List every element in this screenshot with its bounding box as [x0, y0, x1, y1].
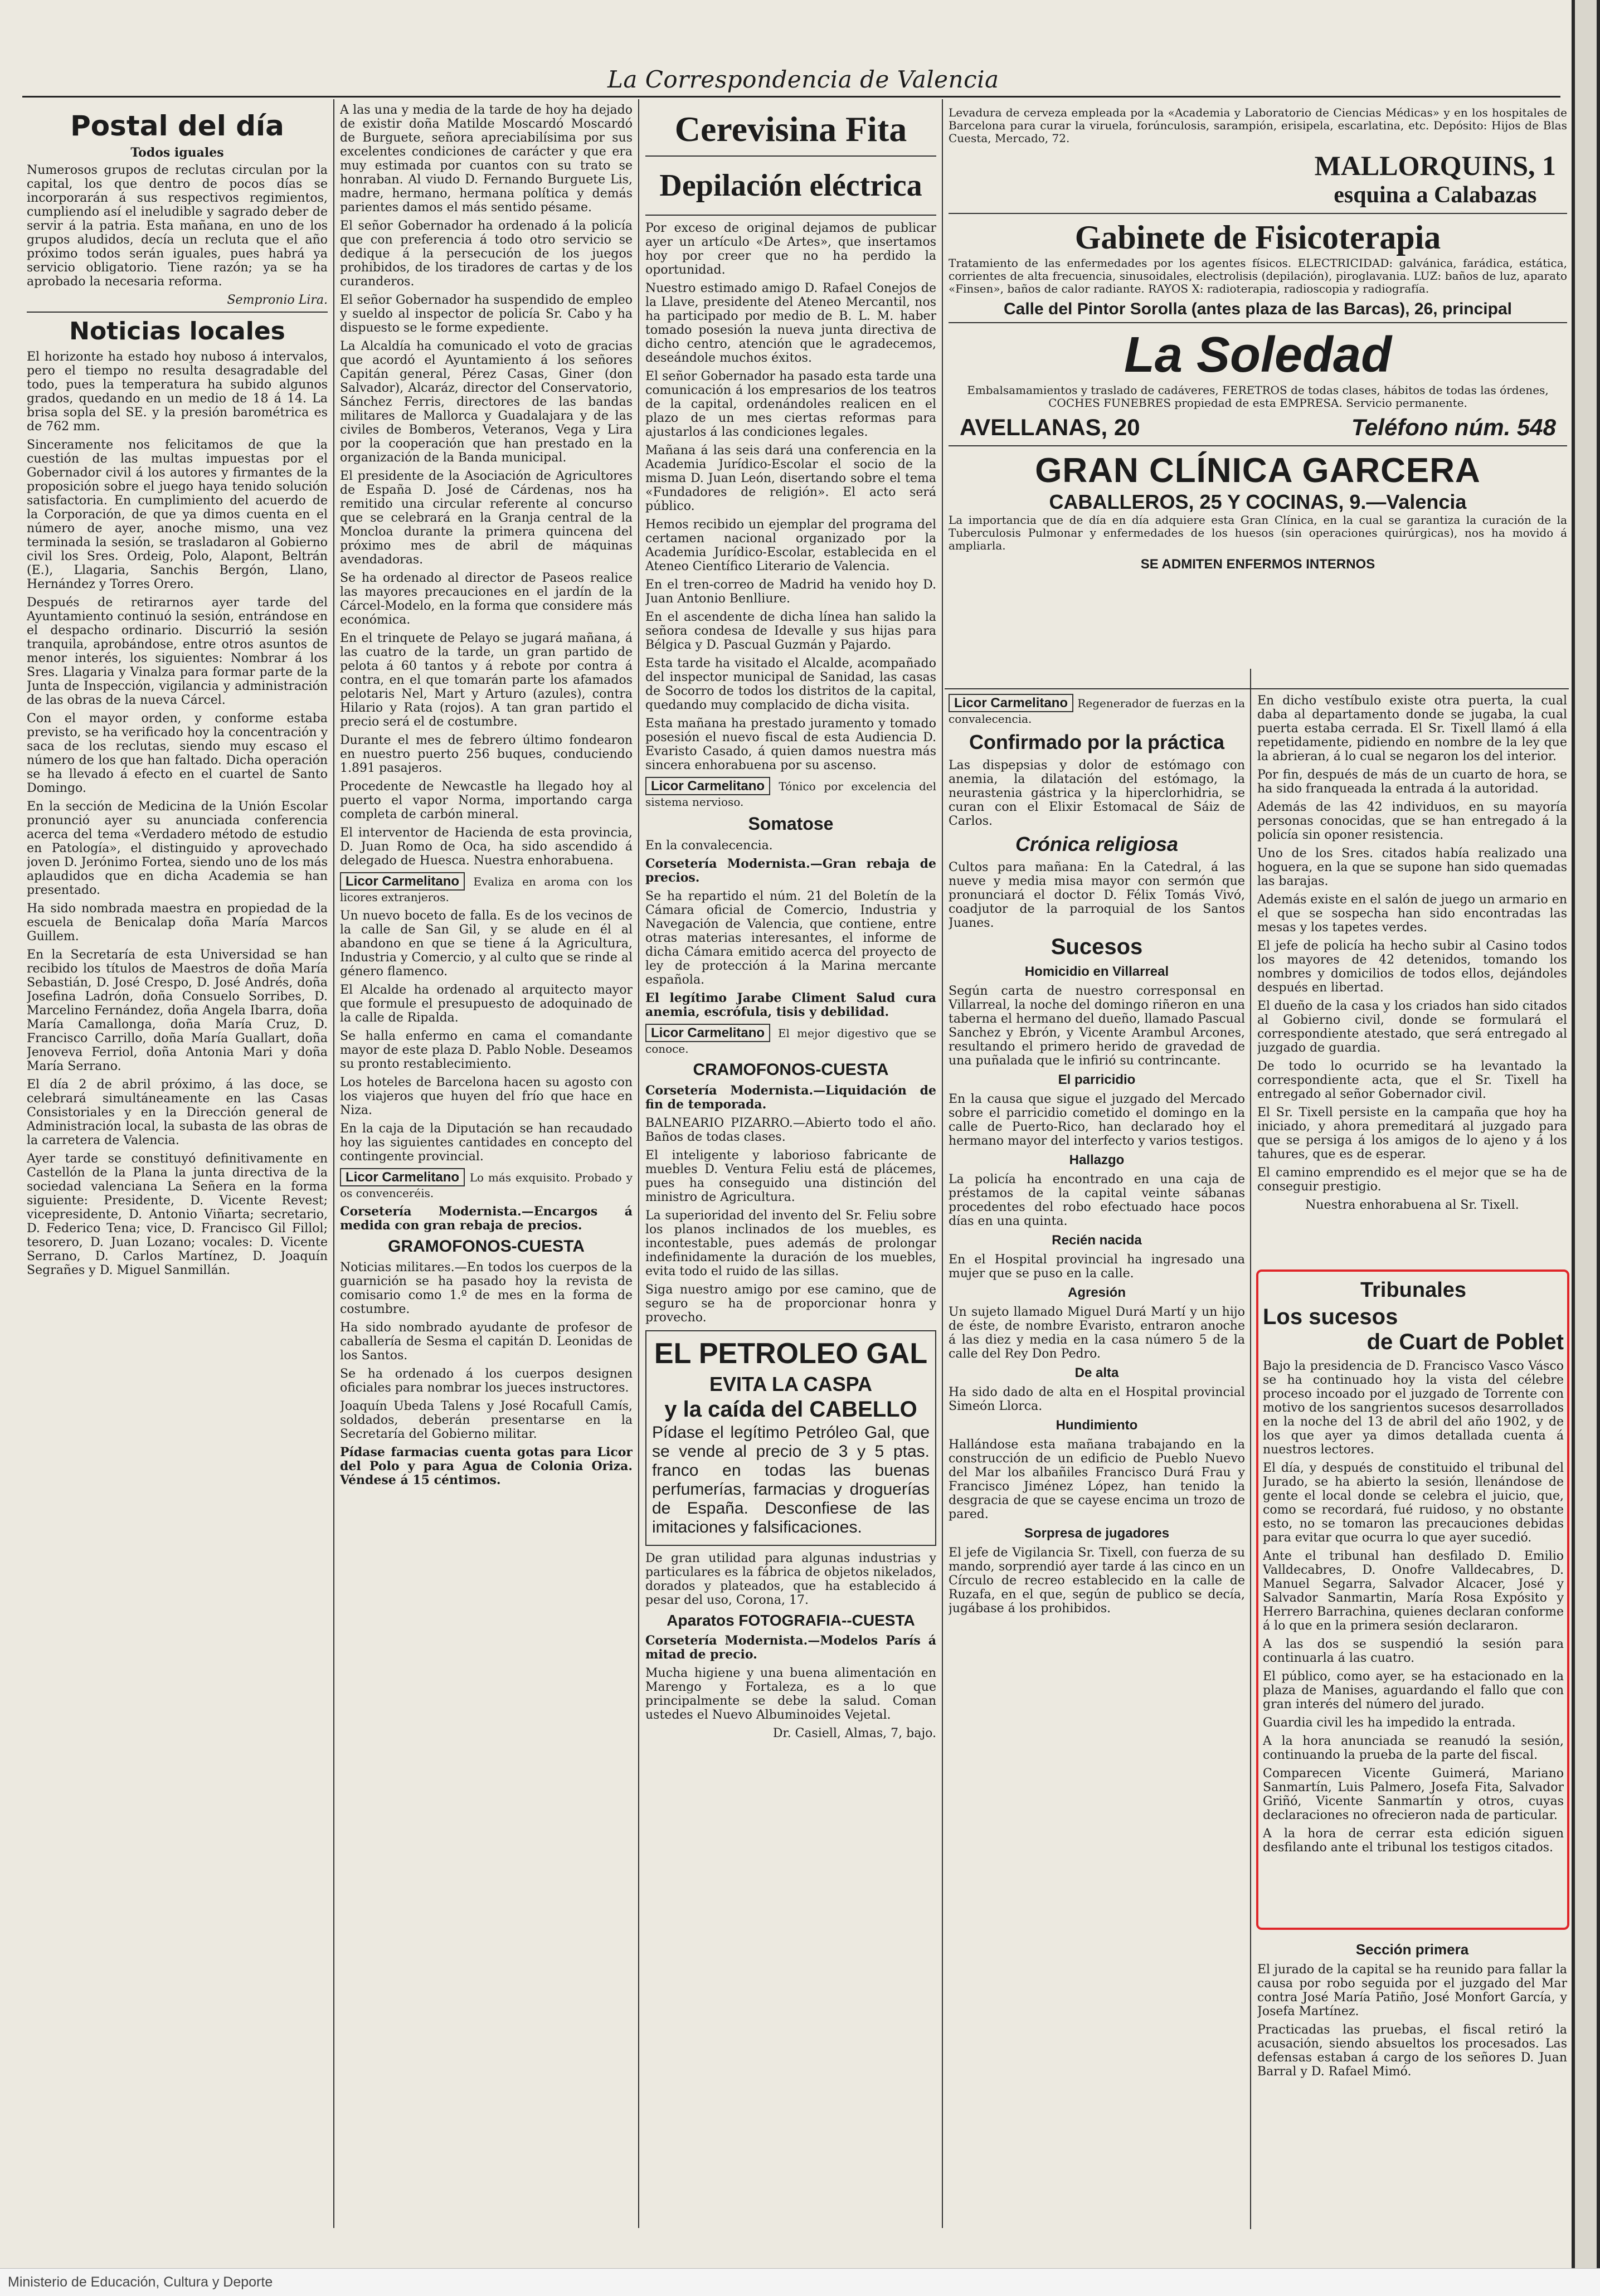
clinica-address: CABALLEROS, 25 Y COCINAS, 9.—Valencia	[1049, 490, 1467, 513]
adjacent-page-edge	[1572, 0, 1600, 2268]
mallorquins-sub: esquina a Calabazas	[1334, 182, 1537, 208]
article-text: El Sr. Tixell persiste en la campaña que hoy ha iniciado, y ahora premeditará al juzgado para que se persiga á los amigos de lo ajeno y á los tahures, que es de esperar.	[1257, 1106, 1567, 1161]
article-text: Procedente de Newcastle ha llegado hoy al puerto el vapor Norma, importando carga completa de carbón mineral.	[340, 780, 633, 821]
somatose-ad: Somatose	[748, 814, 834, 834]
mallorquins-block	[949, 149, 1556, 208]
section-rule	[949, 322, 1567, 323]
noticias-text: Ha sido nombrada maestra en propiedad de la escuela de Benicalap doña María Marcos Guillem.	[27, 902, 328, 943]
section-rule	[945, 688, 1569, 689]
article-text: Los hoteles de Barcelona hacen su agosto con los viajeros que huyen del frío que hace en Niza.	[340, 1076, 633, 1117]
column-rule	[333, 99, 334, 2228]
licor-note: Tónico por excelencia del sistema nervioso.	[645, 780, 936, 809]
article-text: Siga nuestro amigo por ese camino, que de seguro se ha de proporcionar honra y provecho.	[645, 1283, 936, 1325]
clinica-text: La importancia que de día en día adquiere esta Gran Clínica, en la cual se garantiza la curación de la Tuberculosis Pulmonar y enfermedades de los huesos (sin operaciones quirúrgicas), nos ha movido á ampliarla.	[949, 513, 1567, 552]
clinica-note: SE ADMITEN ENFERMOS INTERNOS	[1140, 557, 1375, 572]
top-rule	[22, 96, 1560, 98]
column-rule	[1250, 669, 1251, 2229]
postal-signature: Sempronio Lira.	[227, 293, 328, 307]
seccion-title: Sección primera	[1355, 1941, 1469, 1958]
cramofonos-ad: CRAMOFONOS-CUESTA	[693, 1061, 889, 1079]
petroleo-title: EL PETROLEO GAL	[654, 1337, 928, 1370]
corseteria-ad: Corsetería Modernista.—Gran rebaja de precios.	[645, 857, 936, 885]
article-text: Además existe en el salón de juego un armario en el que se sospecha han sido encontradas las mesas y los tapetes verdes.	[1257, 893, 1567, 935]
mallorquins-ad: MALLORQUINS, 1	[1314, 150, 1556, 181]
soledad-text: Embalsamamientos y traslado de cadáveres, FERETROS de todas clases, hábitos de todas las órdenes, COCHES FUNEBRES propiedad de esta EMPRESA. Servicio permanente.	[967, 383, 1549, 410]
cerevisina-ad: Cerevisina Fita	[674, 109, 907, 149]
article-text: De todo lo ocurrido se ha levantado la correspondiente acta, que el Sr. Tixell ha entregado al señor Gobernador civil.	[1257, 1059, 1567, 1101]
highlight-box	[1256, 1269, 1569, 1930]
corseteria-ad: Corsetería Modernista.—Encargos á medida con gran rebaja de precios.	[340, 1204, 633, 1233]
soledad-address: AVELLANAS, 20	[960, 414, 1140, 440]
section-rule	[949, 213, 1567, 214]
article-text: En dicho vestíbulo existe otra puerta, la cual daba al departamento donde se jugaba, la cual puerta estaba cerrada. El Sr. Tixell llamó á ella repetidamente, pidiendo en nombre de la ley que la abrieran, á lo cual se negaron los del interior.	[1257, 694, 1567, 763]
column-5-bottom	[1257, 1937, 1567, 2226]
article-text: Mucha higiene y una buena alimentación en Marengo y Fortaleza, es a lo que principalmente se debe la salud. Coman ustedes el Nuevo Albuminoides Vejetal.	[645, 1666, 936, 1722]
tribunales-text: A la hora de cerrar esta edición siguen desfilando ante el tribunal los testigos citados.	[1263, 1827, 1564, 1855]
licor-note: El mejor digestivo que se conoce.	[645, 1027, 936, 1055]
licor-ad: Licor Carmelitano	[645, 777, 770, 795]
section-rule	[645, 155, 936, 157]
levadura-ad: Levadura de cerveza empleada por la «Academia y Laboratorio de Ciencias Médicas» y en los hospitales de Barcelona para curar la viruela, forúnculosis, sarampión, erisipela, escarlatina, etc. Depósito: Hijos de Blas Cuesta, Mercado, 72.	[949, 106, 1567, 145]
article-text: El dueño de la casa y los criados han sido citados al Gobierno civil, donde se formulará el correspondiente atestado, que será entregado al juzgado de guardia.	[1257, 999, 1567, 1055]
balneario-ad: BALNEARIO PIZARRO.—Abierto todo el año. Baños de todas clases.	[645, 1116, 936, 1144]
hundimiento-title: Hundimiento	[1056, 1418, 1138, 1433]
ads-top	[949, 103, 1567, 677]
article-text: La Alcaldía ha comunicado el voto de gracias que acordó el Ayuntamiento á los señores Capitán general, Pérez Casas, Giner (don Salvador), Alcaráz, director del Conservatorio, Sánchez Ferris, directores de las bandas militares de Mallorca y Guadalajara y de las civiles de Bomberos, Veteranos, Vega y Lira por la cooperación que han prestado en la organización de la Banda municipal.	[340, 339, 633, 465]
article-text: A las una y media de la tarde de hoy ha dejado de existir doña Matilde Moscardó Moscardó de Burguete, señora apreciabilísima por sus excelentes condiciones de carácter y que era muy estimada por cuantos con su trato se honraban. Al viudo D. Fernando Burguete Lis, madre, hermano, hermana política y demás parientes damos el más sentido pésame.	[340, 103, 633, 215]
tribunales-text: A las dos se suspendió la sesión para continuarla á las cuatro.	[1263, 1637, 1564, 1665]
article-text: Se ha ordenado al director de Paseos realice las mayores precauciones en el jardín de la Cárcel-Modelo, en la forma que considere más económica.	[340, 571, 633, 627]
licor-ad: Licor Carmelitano	[645, 1024, 770, 1042]
article-text: Joaquín Ubeda Talens y José Rocafull Camís, soldados, deberán presentarse en la Secretaría del Gobierno militar.	[340, 1399, 633, 1441]
sucesos-heading: de Cuart de Poblet	[1366, 1330, 1564, 1354]
soledad-contact	[949, 414, 1567, 441]
article-text: En el trinquete de Pelayo se jugará mañana, á las cuatro de la tarde, un gran partido de pelota á 60 tantos y á rebote por contra á contra, en el que tomarán parte los afamados pelotaris Nel, Mart y Arturo (azules), contra Hilario y Rata (rojos). A tan gran partido el precio será el de costumbre.	[340, 631, 633, 729]
article-text: De gran utilidad para algunas industrias y particulares es la fábrica de objetos nikelados, dorados y plateados, que ha establecido á pesar del uso, Corona, 17.	[645, 1551, 936, 1607]
homicidio-text: Según carta de nuestro corresponsal en Villarreal, la noche del domingo riñeron en una taberna el hermano del dueño, llamado Pascual Sanchez y Ebrón, y Vicente Arambul Arcones, resultando el primero herido de gravedad de una puñalada que le infirió su contrincante.	[949, 984, 1245, 1068]
article-text: Por fin, después de más de un cuarto de hora, se ha sido franqueada la entrada á la autoridad.	[1257, 768, 1567, 796]
cronica-text: Cultos para mañana: En la Catedral, á las nueve y media misa mayor con sermón que pronunciará el doctor D. Félix Tomás Vivó, coadjutor de la parroquial de los Santos Juanes.	[949, 860, 1245, 930]
article-text: Se halla enfermo en cama el comandante mayor de este plaza D. Pablo Noble. Deseamos su pronto restablecimiento.	[340, 1029, 633, 1071]
hallazgo-title: Hallazgo	[1069, 1152, 1125, 1168]
noticias-text: Ayer tarde se constituyó definitivamente en Castellón de la Plana la junta directiva de la sociedad valenciana La Señera en la forma siguiente: Presidente, D. Vicente Revest; vicepresidente, D. Antonio Viñarta; secretario, D. Federico Tena; vice, D. Francisco Gil Fillol; tesorero, D. Juan Lozano; vocales: D. Vicente Serrano, D. Carlos Martínez, D. Joaquín Segrañes y D. Miguel Sanmillán.	[27, 1152, 328, 1277]
article-text: El jefe de policía ha hecho subir al Casino todos los mayores de 42 detenidos, tomando los nombres y domicilios de todos ellos, dejándoles después en libertad.	[1257, 939, 1567, 995]
recien-title: Recién nacida	[1052, 1233, 1142, 1248]
licor-note: Lo más exquisito. Probado y os convenceréis.	[340, 1171, 633, 1200]
noticias-text: El día 2 de abril próximo, á las doce, se celebrará simultáneamente en las Casas Consistoriales y en la Dirección general de Administración local, la subasta de las obras de la carretera de Valencia.	[27, 1078, 328, 1147]
petroleo-sub: EVITA LA CASPA	[709, 1373, 872, 1395]
corseteria-ad: Corsetería Modernista.—Modelos París á mitad de precio.	[645, 1633, 936, 1662]
column-4	[949, 694, 1245, 2226]
licor-note: Evaliza en aroma con los licores extranjeros.	[340, 875, 633, 904]
article-text: Nuestro estimado amigo D. Rafael Conejos de la Llave, presidente del Ateneo Mercantil, nos ha participado por medio de B. L. M. haber tomado posesión la nueva junta directiva de dicho centro, atención que le agradecemos, deseándole muchos éxitos.	[645, 281, 936, 365]
homicidio-title: Homicidio en Villarreal	[1024, 964, 1169, 979]
footer-bar	[0, 2268, 1600, 2296]
column-1	[27, 103, 328, 2221]
article-text: La superioridad del invento del Sr. Feliu sobre los planos inclinados de los muebles, es incontestable, pues además de prolongar indefinidamente la duración de los muebles, evita todo el ruido de las sillas.	[645, 1209, 936, 1278]
article-text: Un nuevo boceto de falla. Es de los vecinos de la calle de San Gil, y se alude en él al abandono en que se tiene á la Agricultura, Industria y Comercio, y al culto que se rinde al género flamenco.	[340, 909, 633, 979]
article-text: Además de las 42 individuos, en su mayoría personas conocidas, que se han entregado á la policía sin oponer resistencia.	[1257, 800, 1567, 842]
article-text: Por exceso de original dejamos de publicar ayer un artículo «De Artes», que insertamos hoy por creer que no ha perdido la oportunidad.	[645, 221, 936, 277]
section-rule	[645, 215, 936, 216]
tribunales-title: Tribunales	[1360, 1278, 1467, 1302]
gabinete-address: Calle del Pintor Sorolla (antes plaza de las Barcas), 26, principal	[1004, 300, 1512, 318]
soledad-ad: La Soledad	[1124, 327, 1392, 383]
sucesos-heading: Los sucesos	[1263, 1305, 1398, 1329]
jarabe-ad: El legítimo Jarabe Climent Salud cura anemia, escrófula, tisis y debilidad.	[645, 991, 936, 1019]
sucesos-title: Sucesos	[1051, 935, 1143, 959]
noticias-text: El horizonte ha estado hoy nuboso á intervalos, pero el tiempo no resulta desagradable del todo, pues la temperatura ha subido algunos grados, quedando en un medio de 18 á 14. La brisa sopla del SE. y la presión barométrica es de 762 mm.	[27, 350, 328, 434]
cronica-title: Crónica religiosa	[1015, 833, 1179, 855]
article-text: Se ha ordenado á los cuerpos designen oficiales para nombrar los jueces instructores.	[340, 1367, 633, 1395]
article-text: En la caja de la Diputación se han recaudado hoy las siguientes cantidades en concepto del contingente provincial.	[340, 1122, 633, 1164]
petroleo-ad	[645, 1330, 936, 1546]
article-text: El inteligente y laborioso fabricante de muebles D. Ventura Feliu está de plácemes, pues ha conseguido una distinción del ministro de Agricultura.	[645, 1149, 936, 1204]
article-text: Nuestra enhorabuena al Sr. Tixell.	[1305, 1198, 1519, 1212]
article-text: El Alcalde ha ordenado al arquitecto mayor que formule el presupuesto de adoquinado de la calle de Ripalda.	[340, 983, 633, 1025]
section-rule	[949, 445, 1567, 446]
noticias-text: Sinceramente nos felicitamos de que la cuestión de las multas impuestas por el Gobernador civil á los autores y firmantes de la proposición sobre el juego haya tenido solución satisfactoria. En cumplimiento del acuerdo de la Corporación, de que ya dimos cuenta en el número de ayer, anoche mismo, una vez terminada la sesión, se trasladaron al Gobierno civil los Sres. Ordeig, Polo, Alapont, Beltrán (E.), Llagaria, Sanchis Bergón, Llano, Hernández y Torres Orero.	[27, 438, 328, 591]
postal-subtitle: Todos iguales	[130, 145, 224, 160]
article-text: Durante el mes de febrero último fondearon en nuestro puerto 256 buques, conduciendo 1.891 pasajeros.	[340, 733, 633, 775]
agresion-title: Agresión	[1067, 1285, 1126, 1300]
petroleo-sub: y la caída del CABELLO	[664, 1397, 917, 1422]
article-text: Esta tarde ha visitado el Alcalde, acompañado del inspector municipal de Sanidad, las casas de Socorro de todos los distritos de la capital, quedando muy complacido de dicha visita.	[645, 656, 936, 712]
postal-text: Numerosos grupos de reclutas circulan por la capital, los que dentro de pocos días se incorporarán á sus respectivos regimientos, cumpliendo así el ineludible y sagrado deber de servir á la patria. Esta mañana, en uno de los grupos aludidos, decía un recluta que el año próximo todos serán iguales, pues habrá ya servicio obligatorio. Tiene razón; ya se ha aprobado la necesaria reforma.	[27, 163, 328, 289]
corseteria-ad: Corsetería Modernista.—Liquidación de fin de temporada.	[645, 1083, 936, 1112]
confirmado-title: Confirmado por la práctica	[969, 731, 1225, 753]
tribunales-text: El día, y después de constituido el tribunal del Jurado, se ha abierto la sesión, llenándose de gente el local donde se celebra el juicio, que, como se recordará, fué ruidoso, y no obstante esto, no se tomaron las precauciones debidas para evitar que ocurra lo que ayer sucedió.	[1263, 1461, 1564, 1545]
hundimiento-text: Hallándose esta mañana trabajando en la construcción de un edificio de Pueblo Nuevo del Mar los albañiles Francisco Durá Frau y Francisco Jiménez López, han tenido la desgracia de que se cayese encima un trozo de pared.	[949, 1438, 1245, 1521]
article-text: Se ha repartido el núm. 21 del Boletín de la Cámara oficial de Comercio, Industria y Navegación de Valencia, que contiene, entre otras materias interesantes, el informe de dicha Cámara emitido acerca del proyecto de ley de protección á la Marina mercante española.	[645, 889, 936, 987]
noticias-text: En la Secretaría de esta Universidad se han recibido los títulos de Maestros de doña María Sebastián, D. José Crespo, D. José Andrés, doña Josefina Ladrón, doña Consuelo Sorribes, D. Marcelino Fernández, doña Angela Ibarra, doña María Camallonga, doña María Cruz, D. Francisco Carrillo, doña María Guallart, doña Jenoveva Ferriol, doña Antonia Mari y doña María Serrano.	[27, 948, 328, 1073]
article-text: En el tren-correo de Madrid ha venido hoy D. Juan Antonio Benlliure.	[645, 578, 936, 606]
noticias-text: Después de retirarnos ayer tarde del Ayuntamiento continuó la sesión, entrándose en el despacho ordinario. Discurrió la sesión tranquila, aprobándose, entre otros asuntos de menor interés, los siguientes: Nombrar á los Sres. Llagaria y Vinalza para formar parte de la Junta de Inspección, vigilancia y administración de las obras de la nueva Cárcel.	[27, 596, 328, 707]
licor-ad: Licor Carmelitano	[340, 1168, 465, 1186]
licor-ad: Licor Carmelitano	[340, 872, 465, 891]
tribunales-text: Comparecen Vicente Guimerá, Mariano Sanmartín, Luis Palmero, Josefa Fita, Salvador Griñó, Vicente Sanmartín y otros, cuyas declaraciones no ofrecieron nada de particular.	[1263, 1767, 1564, 1822]
petroleo-text: Pídase el legítimo Petróleo Gal, que se vende al precio de 3 y 5 ptas. franco en todas las buenas perfumerías, farmacias y droguerías de España. Desconfiese de las imitaciones y falsificaciones.	[652, 1423, 930, 1536]
article-text: Pídase farmacias cuenta gotas para Licor del Polo y para Agua de Colonia Oriza. Véndese á 15 céntimos.	[340, 1445, 633, 1487]
seccion-text: Practicadas las pruebas, el fiscal retiró la acusación, siendo absueltos los procesados. Las defensas estaban á cargo de los señores D. Juan Barral y D. Rafael Mimó.	[1257, 2023, 1567, 2079]
de-alta-title: De alta	[1074, 1365, 1119, 1380]
masthead: La Correspondencia de Valencia	[607, 66, 999, 93]
noticias-text: Con el mayor orden, y conforme estaba previsto, se ha verificado hoy la concentración y saca de los reclutas, siendo muy escaso el número de los que han faltado. Dicha operación se ha llevado á efecto en el cuartel de Santo Domingo.	[27, 712, 328, 795]
tribunales-text: Bajo la presidencia de D. Francisco Vasco Vásco se ha continuado hoy la vista del célebre proceso incoado por el juzgado de Torrente con motivo de los sangrientos sucesos desarrollados en la noche del 13 de abril del año 1902, y de los que ayer ya dimos detallada cuenta á nuestros lectores.	[1263, 1359, 1564, 1457]
de-alta-text: Ha sido dado de alta en el Hospital provincial Simeón Llorca.	[949, 1385, 1245, 1413]
column-2	[340, 103, 633, 2221]
tribunales-text: El público, como ayer, se ha estacionado en la plaza de Manises, aguardando el fallo que con gran interés del número del jurado.	[1263, 1670, 1564, 1711]
tribunales-text: A la hora anunciada se reanudó la sesión, continuando la prueba de la parte del fiscal.	[1263, 1734, 1564, 1762]
somatose-note: En la convalecencia.	[645, 839, 773, 853]
gabinete-ad: Gabinete de Fisicoterapia	[1074, 219, 1441, 256]
article-text: En el ascendente de dicha línea han salido la señora condesa de Idevalle y sus hijas para Bélgica y D. Pascual Guzmán y Pajardo.	[645, 610, 936, 652]
article-text: Noticias militares.—En todos los cuerpos de la guarnición se ha pasado hoy la revista de comisario como 1.º de mes en la forma de costumbre.	[340, 1261, 633, 1316]
article-text: El señor Gobernador ha ordenado á la policía que con preferencia á todo otro servicio se dedique á la persecución de los juegos prohibidos, de los tiradores de cartas y de los curanderos.	[340, 219, 633, 289]
article-text: El camino emprendido es el mejor que se ha de conseguir prestigio.	[1257, 1166, 1567, 1194]
seccion-text: El jurado de la capital se ha reunido para fallar la causa por robo seguida por el juzgado del Mar contra José María Patiño, José Monfort García, y Josefa Martínez.	[1257, 1963, 1567, 2018]
signature: Dr. Casiell, Almas, 7, bajo.	[772, 1726, 936, 1740]
tribunales-text: Guardia civil les ha impedido la entrada.	[1263, 1716, 1516, 1730]
sorpresa-title: Sorpresa de jugadores	[1024, 1526, 1170, 1541]
article-text: El presidente de la Asociación de Agricultores de España D. José de Cárdenas, nos ha remitido una circular referente al concurso que se celebrará en la Granja central de la Moncloa durante la primera quincena del próximo mes de abril de máquinas avendadoras.	[340, 469, 633, 567]
depilacion-ad: Depilación eléctrica	[659, 168, 922, 203]
article-text: Uno de los Sres. citados había realizado una hoguera, en la que se supone han sido quemadas las barajas.	[1257, 847, 1567, 888]
article-text: Hemos recibido un ejemplar del programa del certamen nacional organizado por la Academia Jurídico-Escolar, establecida en el Ateneo Científico Literario de Valencia.	[645, 518, 936, 573]
article-text: Esta mañana ha prestado juramento y tomado posesión el nuevo fiscal de esta Audiencia D. Evaristo Casado, á quien damos nuestra más sincera enhorabuena por su ascenso.	[645, 717, 936, 772]
noticias-title: Noticias locales	[69, 317, 285, 346]
tribunales-text: Ante el tribunal han desfilado D. Emilio Valldecabres, D. Onofre Valldecabres, D. Manuel Segarra, Salvador Alcacer, José y Salvador Sanmartin, María Rosa Expósito y Herrero Barrachina, quienes declaran conforme á lo que en la primera sesión declararon.	[1263, 1549, 1564, 1633]
column-5-top	[1257, 694, 1567, 1265]
article-text: El señor Gobernador ha pasado esta tarde una comunicación á los empresarios de los teatros de la capital, ordenándoles realicen en el plazo de un mes ciertas reformas para ajustarlos á las condiciones legales.	[645, 369, 936, 439]
gabinete-text: Tratamiento de las enfermedades por los agentes físicos. ELECTRICIDAD: galvánica, farádica, estática, corrientes de alta frecuencia, sinusoidales, electrolisis (depilación), piroglavania. LUZ: baños de luz, aparato «Finsen», baños de calor radiante. RAYOS X: radioterapia, radioscopia y radiografía.	[949, 256, 1567, 295]
column-3	[645, 103, 936, 2221]
confirmado-text: Las dispepsias y dolor de estómago con anemia, la dilatación del estómago, la neurastenia gástrica y la hiperclorhidria, se curan con el Elixir Estomacal de Sáiz de Carlos.	[949, 758, 1245, 828]
article-text: Ha sido nombrado ayudante de profesor de caballería de Sesma el capitán D. Leonidas de los Santos.	[340, 1321, 633, 1363]
article-text: El interventor de Hacienda de esta provincia, D. Juan Romo de Oca, ha sido ascendido á delegado de Huesca. Nuestra enhorabuena.	[340, 826, 633, 868]
agresion-text: Un sujeto llamado Miguel Durá Martí y un hijo de éste, de nombre Evaristo, entraron anoche á las diez y media en la casa número 5 de la calle del Rey Don Pedro.	[949, 1305, 1245, 1361]
postal-title: Postal del día	[70, 110, 284, 142]
recien-text: En el Hospital provincial ha ingresado una mujer que se puso en la calle.	[949, 1253, 1245, 1281]
footer-credit: Ministerio de Educación, Cultura y Deporte	[8, 2274, 273, 2290]
licor-note: Regenerador de fuerzas en la convalecencia.	[949, 697, 1245, 726]
article-text: El señor Gobernador ha suspendido de empleo y sueldo al inspector de policía Sr. Cabo y ha dispuesto se le forme expediente.	[340, 293, 633, 335]
licor-ad: Licor Carmelitano	[949, 694, 1073, 712]
noticias-text: En la sección de Medicina de la Unión Escolar pronunció ayer su anunciada conferencia acerca del tema «Verdadero método de estudio en Patología», el distinguido y aprovechado joven D. Jerónimo Fortea, siendo uno de los más aplaudidos que en dicha Academia se han presentado.	[27, 800, 328, 897]
clinica-ad: GRAN CLÍNICA GARCERA	[1035, 451, 1481, 490]
parricidio-title: El parricidio	[1058, 1072, 1136, 1087]
column-rule	[638, 99, 639, 2228]
column-rule	[942, 99, 943, 2228]
gramofonos-ad: GRAMOFONOS-CUESTA	[388, 1237, 585, 1256]
section-rule	[27, 312, 328, 313]
hallazgo-text: La policía ha encontrado en una caja de préstamos de la capital veinte sábanas procedentes del robo efectuado hace pocos días en una quinta.	[949, 1173, 1245, 1228]
sorpresa-text: El jefe de Vigilancia Sr. Tixell, con fuerza de su mando, sorprendió ayer tarde á las cinco en un Círculo de recreo establecido en la calle de Ruzafa, en el que, según de publico se decía, jugábase á los prohibidos.	[949, 1546, 1245, 1616]
parricidio-text: En la causa que sigue el juzgado del Mercado sobre el parricidio cometido el domingo en la calle de Puerto-Rico, han declarado hoy el hermano mayor del interfecto y varios testigos.	[949, 1092, 1245, 1148]
article-text: Mañana á las seis dará una conferencia en la Academia Jurídico-Escolar el socio de la misma D. Juan León, disertando sobre el tema «Fundadores de religión». El acto será público.	[645, 444, 936, 513]
aparatos-ad: Aparatos FOTOGRAFIA--CUESTA	[667, 1612, 915, 1629]
soledad-phone: Teléfono núm. 548	[1351, 414, 1556, 440]
